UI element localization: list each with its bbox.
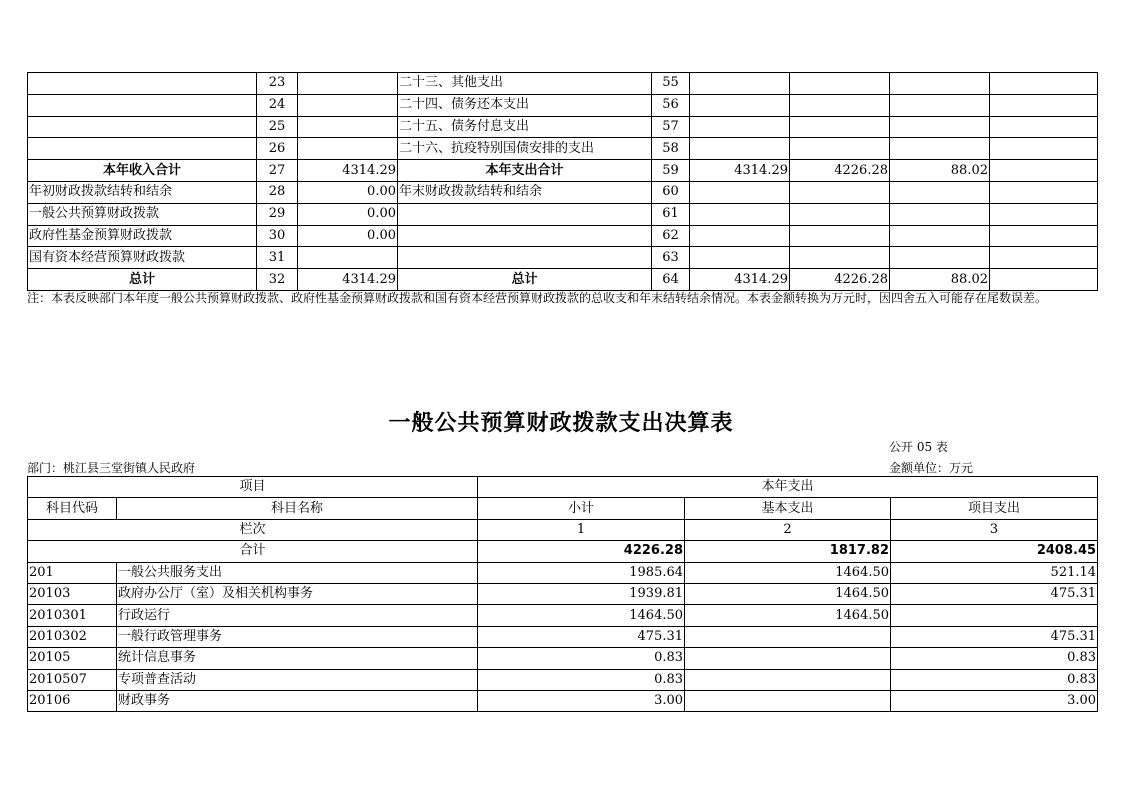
right-row-number: 56	[652, 94, 690, 116]
index-1: 1	[478, 519, 685, 540]
expense-gov-fund	[890, 181, 990, 203]
left-row-number: 27	[257, 160, 298, 182]
expense-total	[690, 73, 790, 95]
left-amount	[298, 73, 398, 95]
left-label	[28, 94, 257, 116]
left-amount: 0.00	[298, 225, 398, 247]
basic-amount: 1464.50	[685, 605, 891, 626]
expense-general-budget	[790, 247, 890, 269]
project-amount: 3.00	[891, 690, 1098, 711]
right-label: 二十五、债务付息支出	[398, 116, 652, 138]
amount-unit-label: 金额单位：万元	[889, 461, 974, 475]
expense-state-capital	[990, 203, 1098, 225]
col-code-header: 科目代码	[28, 498, 117, 519]
subject-code: 20106	[28, 690, 117, 711]
index-label: 栏次	[28, 519, 478, 540]
expense-state-capital	[990, 116, 1098, 138]
subject-name: 专项普查活动	[117, 669, 478, 690]
expense-state-capital	[990, 225, 1098, 247]
left-row-number: 29	[257, 203, 298, 225]
subtotal-amount: 3.00	[478, 690, 685, 711]
subject-name: 统计信息事务	[117, 648, 478, 669]
table-row	[28, 583, 1098, 604]
department-label: 部门：桃江县三堂街镇人民政府	[27, 461, 196, 475]
expense-gov-fund	[890, 116, 990, 138]
subject-name: 财政事务	[117, 690, 478, 711]
expense-state-capital	[990, 160, 1098, 182]
subject-name: 一般公共服务支出	[117, 562, 478, 583]
table-row	[28, 73, 1098, 95]
expense-total	[690, 247, 790, 269]
table-row	[28, 269, 1098, 291]
project-amount: 0.83	[891, 648, 1098, 669]
basic-amount	[685, 626, 891, 647]
left-amount	[298, 94, 398, 116]
expense-general-budget	[790, 116, 890, 138]
basic-amount	[685, 669, 891, 690]
right-label	[398, 203, 652, 225]
table-row	[28, 225, 1098, 247]
left-amount	[298, 247, 398, 269]
table-note: 注：本表反映部门本年度一般公共预算财政拨款、政府性基金预算财政拨款和国有资本经营预算财政拨款的总收支和年末结转结余情况。本表金额转换为万元时，因四舍五入可能存在尾数误差。	[27, 291, 1048, 305]
left-label	[28, 138, 257, 160]
right-row-number: 58	[652, 138, 690, 160]
expense-total	[690, 138, 790, 160]
project-amount: 475.31	[891, 626, 1098, 647]
project-amount	[891, 605, 1098, 626]
subtotal-amount: 475.31	[478, 626, 685, 647]
left-label: 本年收入合计	[28, 160, 257, 182]
expense-general-budget	[790, 94, 890, 116]
expense-total: 4314.29	[690, 160, 790, 182]
expense-total	[690, 181, 790, 203]
expense-general-budget	[790, 73, 890, 95]
subject-code: 2010507	[28, 669, 117, 690]
expense-general-budget: 4226.28	[790, 269, 890, 291]
total-project: 2408.45	[891, 541, 1098, 562]
expense-gov-fund: 88.02	[890, 269, 990, 291]
index-row	[28, 519, 1098, 540]
expense-total	[690, 203, 790, 225]
expense-state-capital	[990, 94, 1098, 116]
table-row	[28, 562, 1098, 583]
total-row	[28, 541, 1098, 562]
subject-code: 201	[28, 562, 117, 583]
left-row-number: 26	[257, 138, 298, 160]
index-3: 3	[891, 519, 1098, 540]
page-title: 一般公共预算财政拨款支出决算表	[388, 410, 734, 436]
subtotal-amount: 1464.50	[478, 605, 685, 626]
expense-gov-fund	[890, 203, 990, 225]
left-label: 总计	[28, 269, 257, 291]
table-row	[28, 203, 1098, 225]
right-label: 年末财政拨款结转和结余	[398, 181, 652, 203]
left-amount	[298, 116, 398, 138]
subject-code: 2010301	[28, 605, 117, 626]
col-name-header: 科目名称	[117, 498, 478, 519]
expense-gov-fund	[890, 73, 990, 95]
left-row-number: 32	[257, 269, 298, 291]
right-row-number: 60	[652, 181, 690, 203]
right-label: 二十六、抗疫特别国债安排的支出	[398, 138, 652, 160]
right-label: 二十四、债务还本支出	[398, 94, 652, 116]
left-label: 年初财政拨款结转和结余	[28, 181, 257, 203]
total-label: 合计	[28, 541, 478, 562]
expense-detail-table	[27, 476, 1098, 712]
table-row	[28, 690, 1098, 711]
right-label	[398, 225, 652, 247]
expense-gov-fund	[890, 94, 990, 116]
expense-total	[690, 116, 790, 138]
expense-total: 4314.29	[690, 269, 790, 291]
right-row-number: 63	[652, 247, 690, 269]
left-amount: 4314.29	[298, 160, 398, 182]
subject-code: 20105	[28, 648, 117, 669]
expense-gov-fund	[890, 138, 990, 160]
form-number: 公开 05 表	[889, 440, 948, 454]
table-row	[28, 605, 1098, 626]
right-row-number: 62	[652, 225, 690, 247]
expense-state-capital	[990, 138, 1098, 160]
total-subtotal: 4226.28	[478, 541, 685, 562]
left-row-number: 25	[257, 116, 298, 138]
expense-gov-fund	[890, 225, 990, 247]
project-amount: 521.14	[891, 562, 1098, 583]
right-row-number: 57	[652, 116, 690, 138]
project-amount: 475.31	[891, 583, 1098, 604]
left-amount: 0.00	[298, 203, 398, 225]
income-expense-summary-table	[27, 72, 1098, 291]
index-2: 2	[685, 519, 891, 540]
table-row	[28, 626, 1098, 647]
expense-state-capital	[990, 247, 1098, 269]
subject-name: 政府办公厅（室）及相关机构事务	[117, 583, 478, 604]
table-row	[28, 247, 1098, 269]
col-basic-header: 基本支出	[685, 498, 891, 519]
left-label: 政府性基金预算财政拨款	[28, 225, 257, 247]
right-label	[398, 247, 652, 269]
left-amount: 0.00	[298, 181, 398, 203]
left-row-number: 23	[257, 73, 298, 95]
left-row-number: 24	[257, 94, 298, 116]
basic-amount	[685, 690, 891, 711]
subject-code: 2010302	[28, 626, 117, 647]
left-label: 国有资本经营预算财政拨款	[28, 247, 257, 269]
subject-code: 20103	[28, 583, 117, 604]
table-row	[28, 116, 1098, 138]
table-row	[28, 648, 1098, 669]
basic-amount: 1464.50	[685, 562, 891, 583]
header-row-2	[28, 498, 1098, 519]
left-label: 一般公共预算财政拨款	[28, 203, 257, 225]
right-row-number: 55	[652, 73, 690, 95]
right-label: 总计	[398, 269, 652, 291]
subtotal-amount: 1985.64	[478, 562, 685, 583]
expense-gov-fund: 88.02	[890, 160, 990, 182]
basic-amount	[685, 648, 891, 669]
subtotal-amount: 0.83	[478, 648, 685, 669]
right-label: 本年支出合计	[398, 160, 652, 182]
project-amount: 0.83	[891, 669, 1098, 690]
left-label	[28, 73, 257, 95]
right-row-number: 59	[652, 160, 690, 182]
left-label	[28, 116, 257, 138]
subtotal-amount: 0.83	[478, 669, 685, 690]
table-row	[28, 669, 1098, 690]
expense-total	[690, 225, 790, 247]
subtotal-amount: 1939.81	[478, 583, 685, 604]
table-row	[28, 181, 1098, 203]
expense-general-budget: 4226.28	[790, 160, 890, 182]
expense-general-budget	[790, 203, 890, 225]
basic-amount: 1464.50	[685, 583, 891, 604]
left-amount	[298, 138, 398, 160]
left-row-number: 30	[257, 225, 298, 247]
expense-total	[690, 94, 790, 116]
table-row	[28, 160, 1098, 182]
subject-name: 行政运行	[117, 605, 478, 626]
right-row-number: 61	[652, 203, 690, 225]
expense-general-budget	[790, 138, 890, 160]
header-item: 项目	[28, 477, 478, 498]
header-row-1	[28, 477, 1098, 498]
expense-general-budget	[790, 181, 890, 203]
right-label: 二十三、其他支出	[398, 73, 652, 95]
expense-state-capital	[990, 181, 1098, 203]
total-basic: 1817.82	[685, 541, 891, 562]
left-row-number: 28	[257, 181, 298, 203]
left-amount: 4314.29	[298, 269, 398, 291]
expense-gov-fund	[890, 247, 990, 269]
left-row-number: 31	[257, 247, 298, 269]
col-subtotal-header: 小计	[478, 498, 685, 519]
table-row	[28, 138, 1098, 160]
expense-state-capital	[990, 269, 1098, 291]
header-year-expense: 本年支出	[478, 477, 1098, 498]
right-row-number: 64	[652, 269, 690, 291]
subject-name: 一般行政管理事务	[117, 626, 478, 647]
expense-general-budget	[790, 225, 890, 247]
expense-state-capital	[990, 73, 1098, 95]
table-row	[28, 94, 1098, 116]
col-project-header: 项目支出	[891, 498, 1098, 519]
